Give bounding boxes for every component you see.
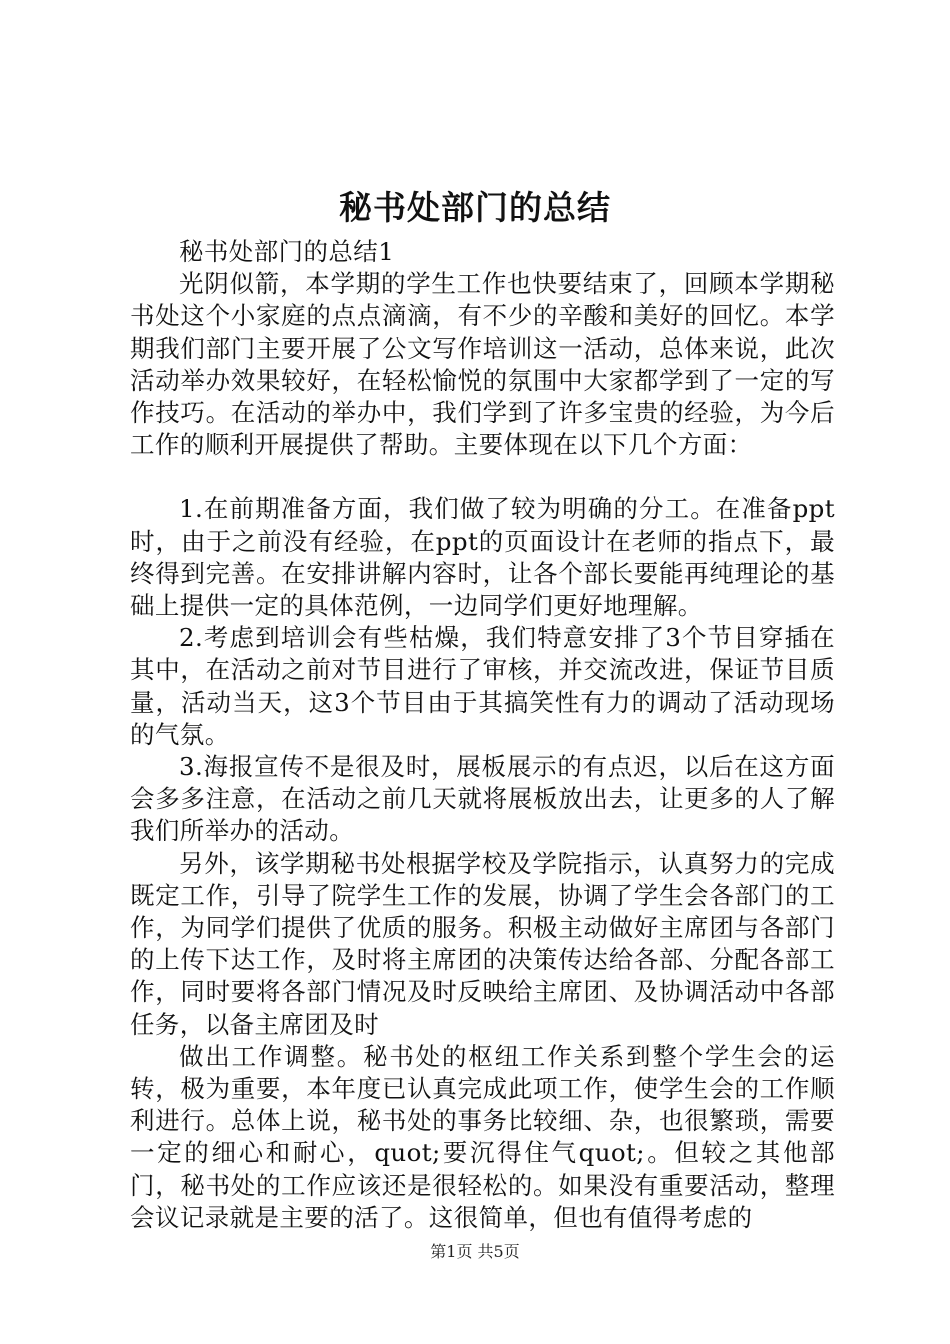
- paragraph-continued: 做出工作调整。秘书处的枢纽工作关系到整个学生会的运转，极为重要，本年度已认真完成此项工作，使学生会的工作顺利进行。总体上说，秘书处的事务比较细、杂，也很繁琐，需要一定的细心和耐心，quot;要沉得住气quot;。但较之其他部门，秘书处的工作应该还是很轻松的。如果没有重要活动，整理会议记录就是主要的活了。这很简单，但也有值得考虑的: [130, 1041, 835, 1232]
- document-title: 秘书处部门的总结: [339, 188, 611, 227]
- section-heading: 秘书处部门的总结1: [179, 237, 395, 266]
- document-body: [130, 236, 835, 1234]
- paragraph-additional: 另外，该学期秘书处根据学校及学院指示，认真努力的完成既定工作，引导了院学生工作的发展，协调了学生会各部门的工作，为同学们提供了优质的服务。积极主动做好主席团与各部门的上传下达工作，及时将主席团的决策传达给各部、分配各部工作，同时要将各部门情况及时反映给主席团、及协调活动中各部任务，以备主席团及时: [130, 848, 835, 1039]
- paragraph-point-2: 2.考虑到培训会有些枯燥，我们特意安排了3个节目穿插在其中，在活动之前对节目进行了审核，并交流改进，保证节目质量，活动当天，这3个节目由于其搞笑性有力的调动了活动现场的气氛。: [130, 623, 835, 749]
- paragraph-point-3: 3.海报宣传不是很及时，展板展示的有点迟，以后在这方面会多多注意，在活动之前几天就将展板放出去，让更多的人了解我们所举办的活动。: [130, 752, 835, 846]
- page-number-footer: 第1页 共5页: [430, 1242, 520, 1261]
- paragraph-point-1: 1.在前期准备方面，我们做了较为明确的分工。在准备ppt时，由于之前没有经验，在ppt的页面设计在老师的指点下，最终得到完善。在安排讲解内容时，让各个部长要能再纯理论的基础上提供一定的具体范例，一边同学们更好地理解。: [130, 494, 835, 621]
- paragraph-intro: 光阴似箭，本学期的学生工作也快要结束了，回顾本学期秘书处这个小家庭的点点滴滴，有不少的辛酸和美好的回忆。本学期我们部门主要开展了公文写作培训这一活动，总体来说，此次活动举办效果较好，在轻松愉悦的氛围中大家都学到了一定的写作技巧。在活动的举办中，我们学到了许多宝贵的经验，为今后工作的顺利开展提供了帮助。主要体现在以下几个方面：: [130, 269, 835, 460]
